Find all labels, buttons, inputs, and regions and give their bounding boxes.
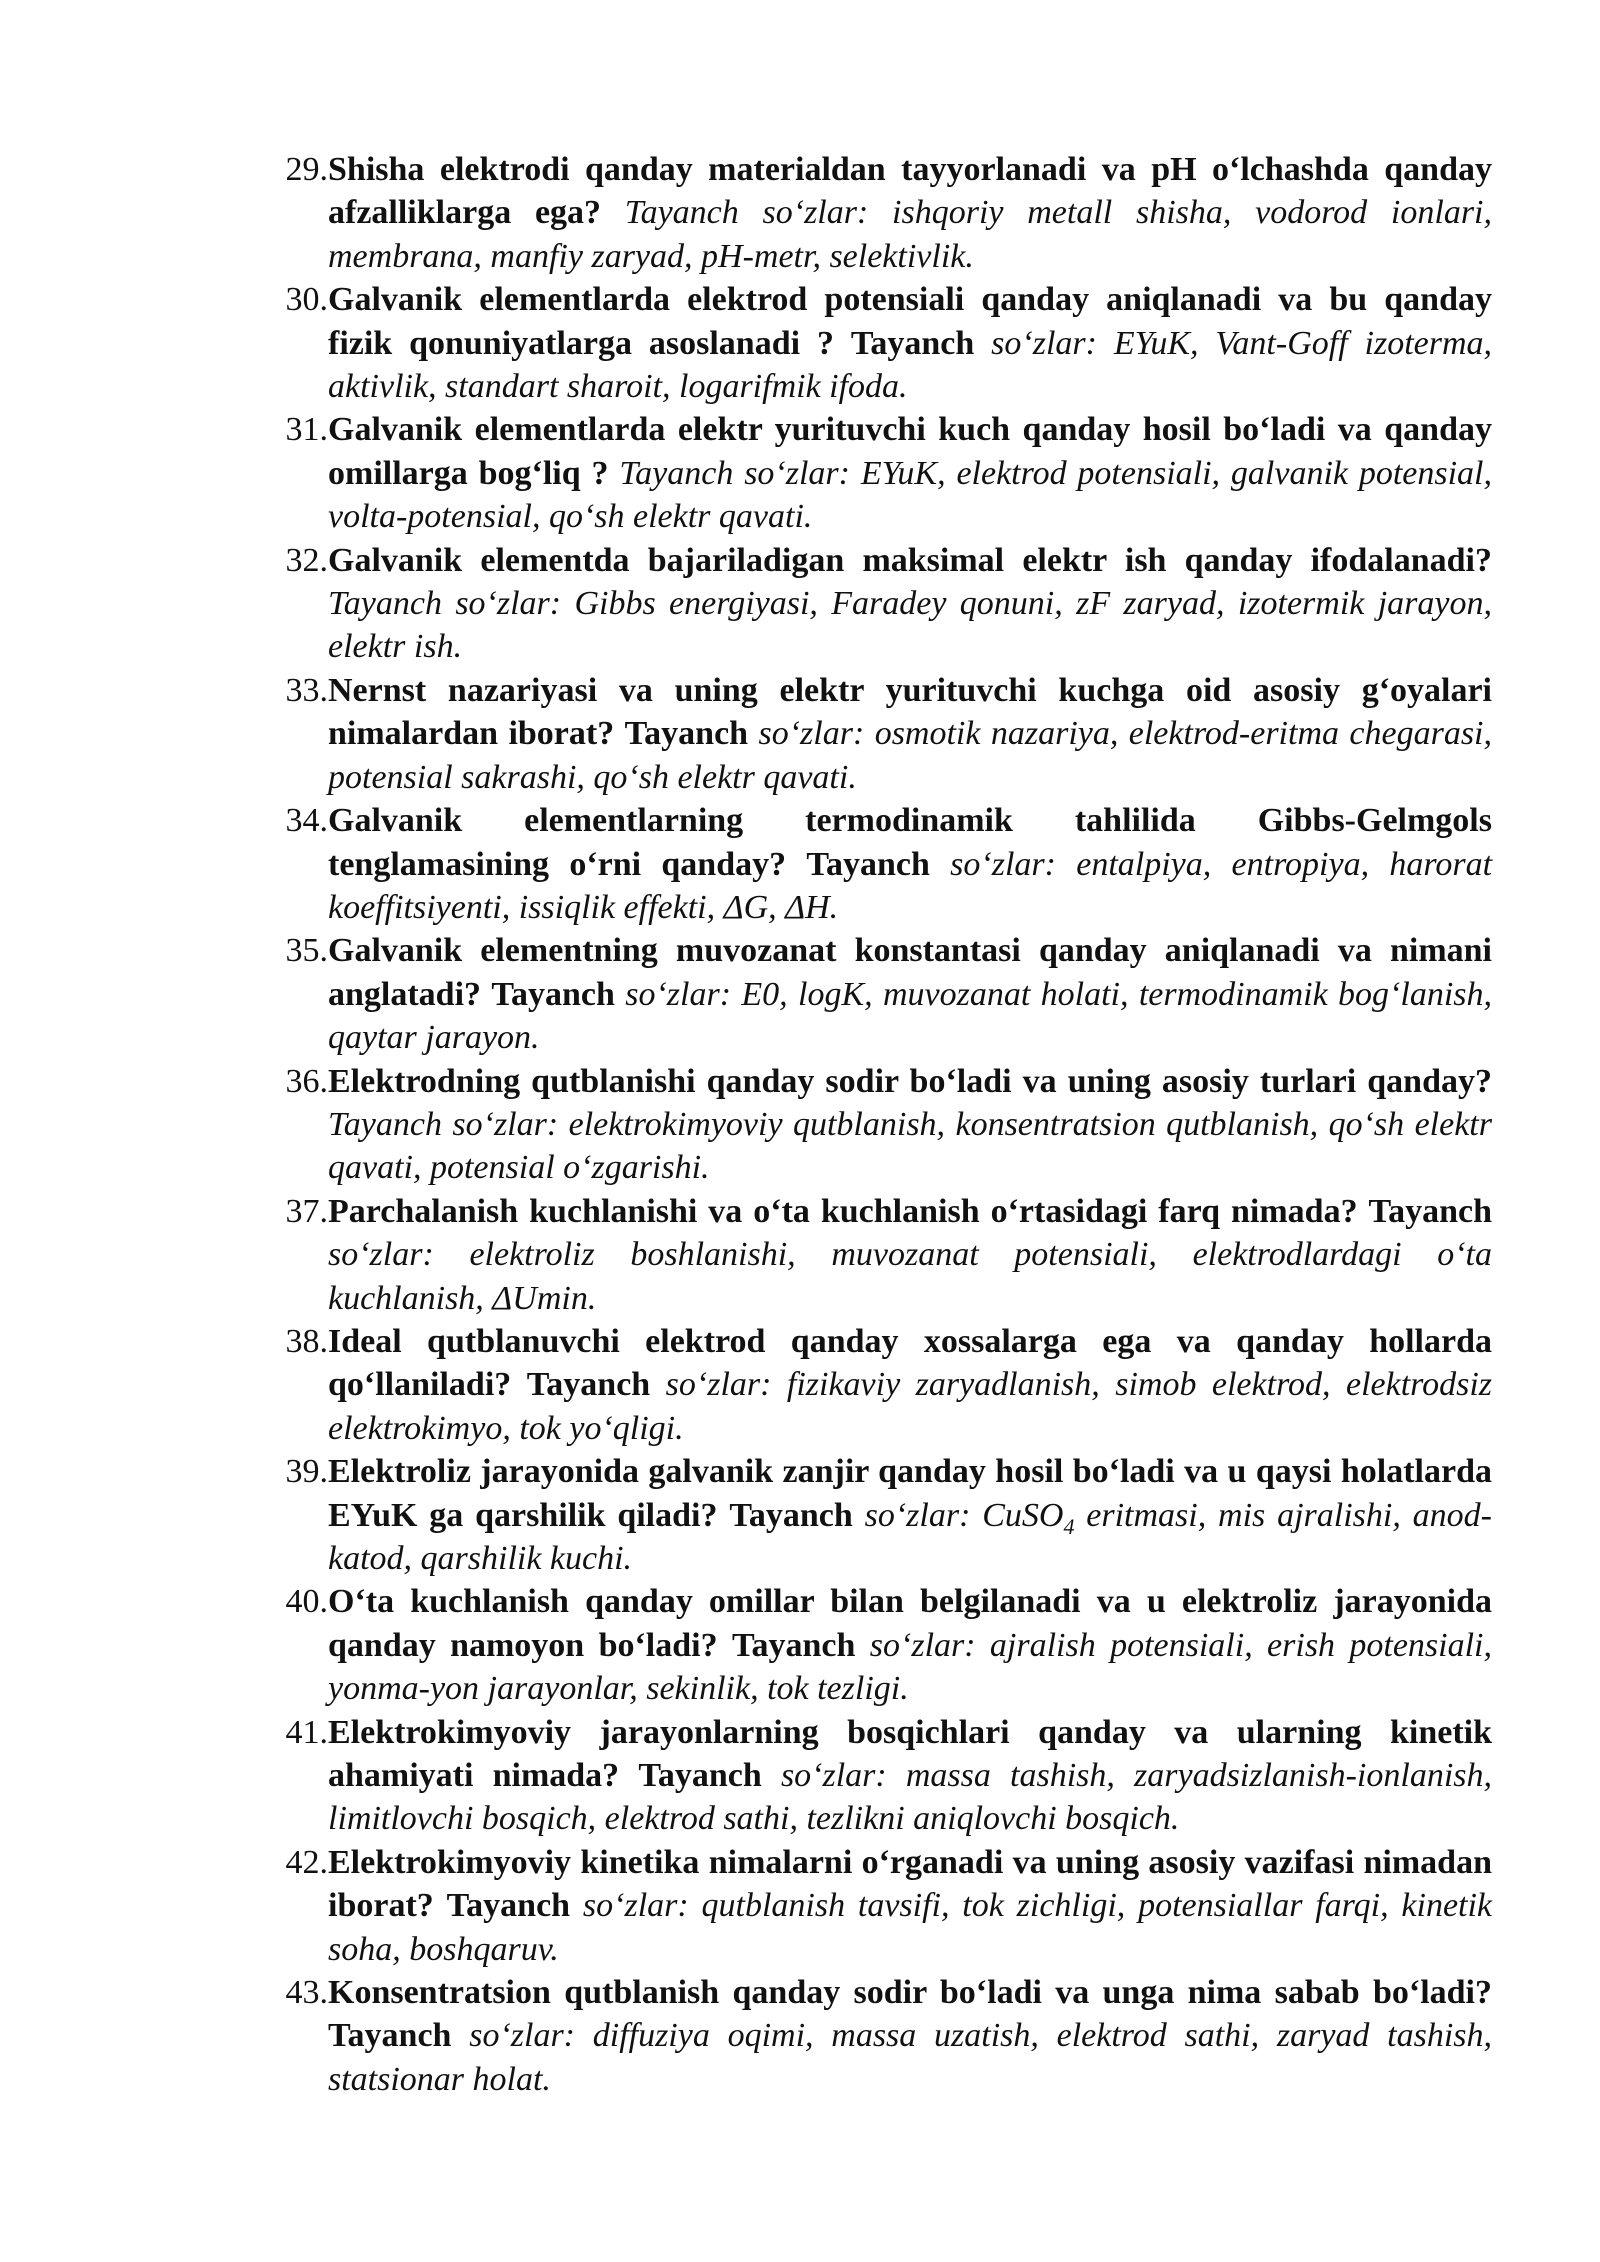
list-item <box>0 539 1600 669</box>
keywords-label: Tayanch <box>1368 1192 1492 1230</box>
item-number: 43. <box>285 1974 328 2012</box>
item-text <box>328 1841 1492 1971</box>
keywords-text: so‘zlar: elektroliz boshlanishi, muvozanat potensiali, elektrodlardagi o‘ta kuchlanish, ΔUmin. <box>328 1236 1492 1317</box>
item-number: 31. <box>285 411 328 449</box>
keywords-text: Tayanch so‘zlar: Gibbs energiyasi, Faradey qonuni, zF zaryad, izotermik jarayon, elektr ish. <box>328 585 1492 666</box>
item-text <box>328 408 1492 538</box>
question-text: Elektrodning qutblanishi qanday sodir bo‘ladi va uning asosiy turlari qanday? <box>328 1062 1492 1100</box>
item-number: 29. <box>285 151 328 188</box>
keywords-text: so‘zlar: entalpiya, entropiya, harorat koeffitsiyenti, issiqlik effekti, ΔG, ΔH. <box>328 845 1493 926</box>
item-number: 33. <box>285 671 328 709</box>
keywords-text: so‘zlar: fizikaviy zaryadlanish, simob elektrod, elektrodsiz elektrokimyo, tok yo‘qligi. <box>328 1366 1493 1447</box>
question-text: Parchalanish kuchlanishi va o‘ta kuchlanish o‘rtasidagi farq nimada? <box>328 1192 1358 1230</box>
keywords-label: Tayanch <box>624 715 749 753</box>
keywords-text: so‘zlar: massa tashish, zaryadsizlanish-ionlanish, limitlovchi bosqich, elektrod sathi, tezlikni aniqlovchi bosqich. <box>328 1757 1492 1838</box>
keywords-formula: so‘zlar: CuSO <box>864 1496 1064 1534</box>
item-number: 41. <box>285 1713 328 1751</box>
question-text: Elektrokimyoviy jarayonlarning bosqichlari qanday va ularning kinetik ahamiyati nimada? <box>328 1713 1492 1795</box>
keywords-text: so‘zlar: osmotik nazariya, elektrod-eritma chegarasi, potensial sakrashi, qo‘sh elektr qavati. <box>328 715 1492 796</box>
list-item <box>0 669 1600 799</box>
keywords-label: Tayanch <box>526 1366 651 1404</box>
keywords-text: so‘zlar: EYuK, Vant-Goff izoterma, aktivlik, standart sharoit, logarifmik ifoda. <box>328 324 1493 406</box>
question-text: Galvanik elementlarning termodinamik tahlilida Gibbs-Gelmgols tenglamasining o‘rni qanday? <box>328 802 1492 883</box>
item-number: 34. <box>285 802 328 840</box>
item-text <box>328 539 1492 669</box>
item-text <box>328 1060 1492 1190</box>
list-item <box>0 148 1600 278</box>
keywords-label: Tayanch <box>446 1887 571 1925</box>
question-text: O‘ta kuchlanish qanday omillar bilan belgilanadi va u elektroliz jarayonida qanday namoyon bo‘ladi? <box>328 1583 1492 1664</box>
list-item <box>0 1320 1600 1450</box>
item-text <box>328 1320 1492 1450</box>
keywords-text: Tayanch so‘zlar: elektrokimyoviy qutblanish, konsentratsion qutblanish, qo‘sh elektr qavati, potensial o‘zgarishi. <box>328 1105 1492 1187</box>
item-text <box>328 669 1492 799</box>
item-number: 38. <box>285 1322 328 1360</box>
item-text <box>328 148 1492 278</box>
list-item <box>0 1580 1600 1710</box>
list-item <box>0 799 1600 929</box>
keywords-text: Tayanch so‘zlar: EYuK, elektrod potensiali, galvanik potensial, volta-potensial, qo‘sh elektr qavati. <box>328 454 1492 536</box>
list-item <box>0 1841 1600 1971</box>
item-text <box>328 1450 1492 1580</box>
list-item <box>0 929 1600 1059</box>
question-text: Elektrokimyoviy kinetika nimalarni o‘rganadi va uning asosiy vazifasi nimadan iborat? <box>328 1843 1492 1925</box>
document-page <box>0 148 1600 2101</box>
item-number: 32. <box>285 541 328 579</box>
list-item <box>0 1711 1600 1841</box>
question-text: Galvanik elementda bajariladigan maksimal elektr ish qanday ifodalanadi? <box>328 541 1492 579</box>
item-text <box>328 799 1492 929</box>
keywords-label: Tayanch <box>806 845 930 883</box>
question-text: Galvanik elementlarda elektr yurituvchi kuch qanday hosil bo‘ladi va qanday omillarga bog‘liq ? <box>328 411 1492 492</box>
item-text <box>328 1580 1492 1710</box>
question-text: Nernst nazariyasi va uning elektr yurituvchi kuchga oid asosiy g‘oyalari nimalardan iborat? <box>328 671 1492 753</box>
keywords-label: Tayanch <box>729 1496 853 1534</box>
item-text <box>328 1190 1492 1320</box>
keywords-label: Tayanch <box>850 324 975 362</box>
item-number: 37. <box>285 1192 328 1230</box>
item-number: 30. <box>285 281 328 319</box>
list-item <box>0 1060 1600 1190</box>
keywords-label: Tayanch <box>731 1626 856 1664</box>
item-number: 35. <box>285 932 328 970</box>
keywords-text: Tayanch so‘zlar: ishqoriy metall shisha, vodorod ionlari, membrana, manfiy zaryad, pH-metr, selektivlik. <box>328 194 1492 275</box>
list-item <box>0 1450 1600 1580</box>
item-number: 39. <box>285 1453 328 1491</box>
question-text: Konsentratsion qutblanish qanday sodir bo‘ladi va unga nima sabab bo‘ladi? <box>328 1974 1492 2012</box>
list-item <box>0 1190 1600 1320</box>
list-item <box>0 408 1600 538</box>
question-text: Galvanik elementning muvozanat konstantasi qanday aniqlanadi va nimani anglatadi? <box>328 932 1492 1013</box>
keywords-rest: eritmasi, mis ajralishi, anod-katod, qarshilik kuchi. <box>328 1496 1492 1577</box>
keywords-text: so‘zlar: qutblanish tavsifi, tok zichligi, potensiallar farqi, kinetik soha, boshqaruv. <box>328 1887 1493 1968</box>
question-list <box>0 148 1600 2101</box>
item-number: 40. <box>285 1583 328 1621</box>
list-item <box>0 278 1600 408</box>
question-text: Galvanik elementlarda elektrod potensiali qanday aniqlanadi va bu qanday fizik qonuniyatlarga asoslanadi ? <box>328 281 1492 362</box>
keywords-text: so‘zlar: E0, logK, muvozanat holati, termodinamik bog‘lanish, qaytar jarayon. <box>328 975 1492 1057</box>
keywords-text: so‘zlar: diffuziya oqimi, massa uzatish, elektrod sathi, zaryad tashish, statsionar holat. <box>328 2017 1493 2098</box>
keywords-label: Tayanch <box>638 1757 762 1795</box>
item-text <box>328 1711 1492 1841</box>
item-text <box>328 929 1492 1059</box>
question-text: Shisha elektrodi qanday materialdan tayyorlanadi va pH o‘lchashda qanday afzalliklarga ega? <box>328 151 1492 232</box>
question-text: Elektroliz jarayonida galvanik zanjir qanday hosil bo‘ladi va u qaysi holatlarda EYuK ga qarshilik qiladi? <box>328 1453 1492 1534</box>
item-number: 42. <box>285 1843 328 1881</box>
question-text: Ideal qutblanuvchi elektrod qanday xossalarga ega va qanday hollarda qo‘llaniladi? <box>328 1322 1492 1404</box>
item-text <box>328 1971 1492 2101</box>
list-item <box>0 1971 1600 2101</box>
keywords-label: Tayanch <box>328 2017 452 2055</box>
item-text <box>328 278 1492 408</box>
keywords-label: Tayanch <box>491 975 615 1013</box>
item-number: 36. <box>285 1062 328 1100</box>
formula-subscript: 4 <box>1063 1513 1075 1539</box>
keywords-text: so‘zlar: ajralish potensiali, erish potensiali, yonma-yon jarayonlar, sekinlik, tok tezligi. <box>328 1626 1493 1708</box>
